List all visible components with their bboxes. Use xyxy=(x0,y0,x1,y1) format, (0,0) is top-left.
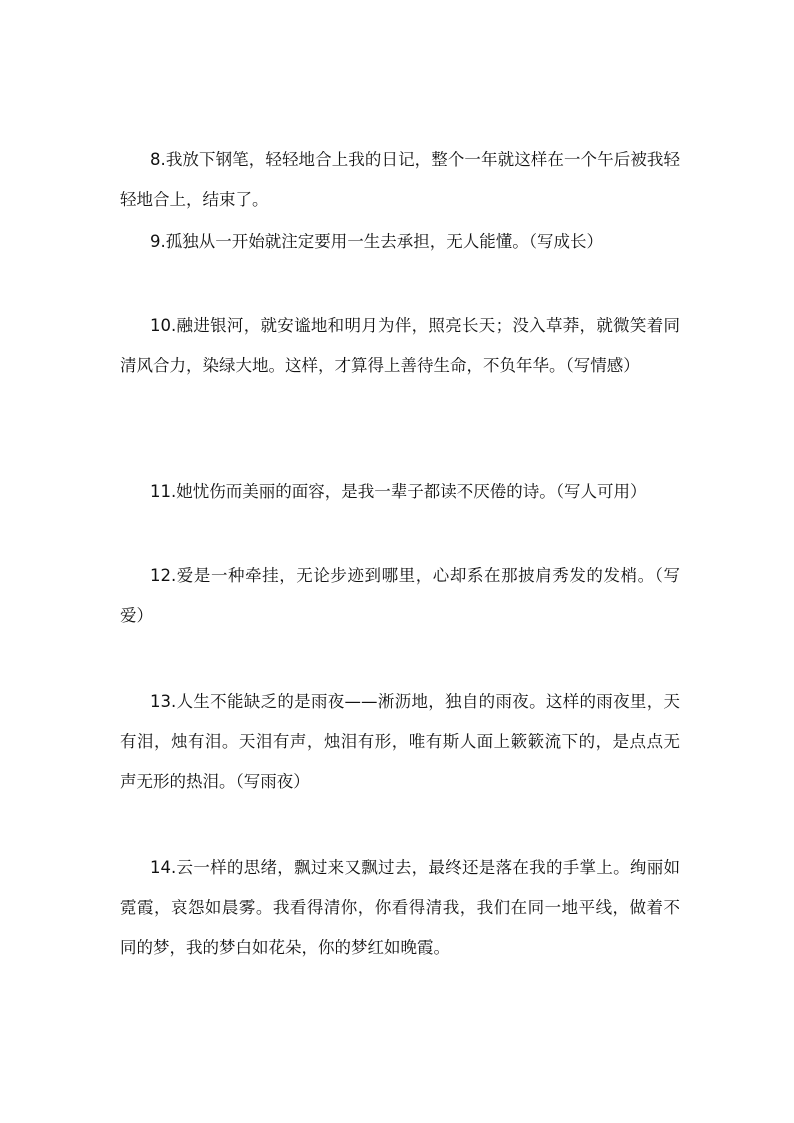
paragraph-9: 9.孤独从一开始就注定要用一生去承担，无人能懂。（写成长） xyxy=(150,232,603,251)
paragraph-13: 13.人生不能缺乏的是雨夜——淅沥地，独自的雨夜。这样的雨夜里，天有泪，烛有泪。天泪有声，烛泪有形，唯有斯人面上簌簌流下的，是点点无声无形的热泪。（写雨夜） xyxy=(120,692,680,791)
paragraph-12: 12.爱是一种牵挂，无论步迹到哪里，心却系在那披肩秀发的发梢。（写爱） xyxy=(120,566,680,625)
paragraph-10: 10.融进银河，就安谧地和明月为伴，照亮长天；没入草莽，就微笑着同清风合力，染绿大地。这样，才算得上善待生命，不负年华。（写情感） xyxy=(120,316,680,375)
paragraph-8: 8.我放下钢笔，轻轻地合上我的日记，整个一年就这样在一个午后被我轻轻地合上，结束了。 xyxy=(120,150,680,209)
paragraph-14: 14.云一样的思绪，飘过来又飘过去，最终还是落在我的手掌上。绚丽如霓霞，哀怨如晨雾。我看得清你，你看得清我，我们在同一地平线，做着不同的梦，我的梦白如花朵，你的梦红如晚霞。 xyxy=(120,858,680,957)
paragraph-11: 11.她忧伤而美丽的面容，是我一辈子都读不厌倦的诗。（写人可用） xyxy=(150,482,647,501)
